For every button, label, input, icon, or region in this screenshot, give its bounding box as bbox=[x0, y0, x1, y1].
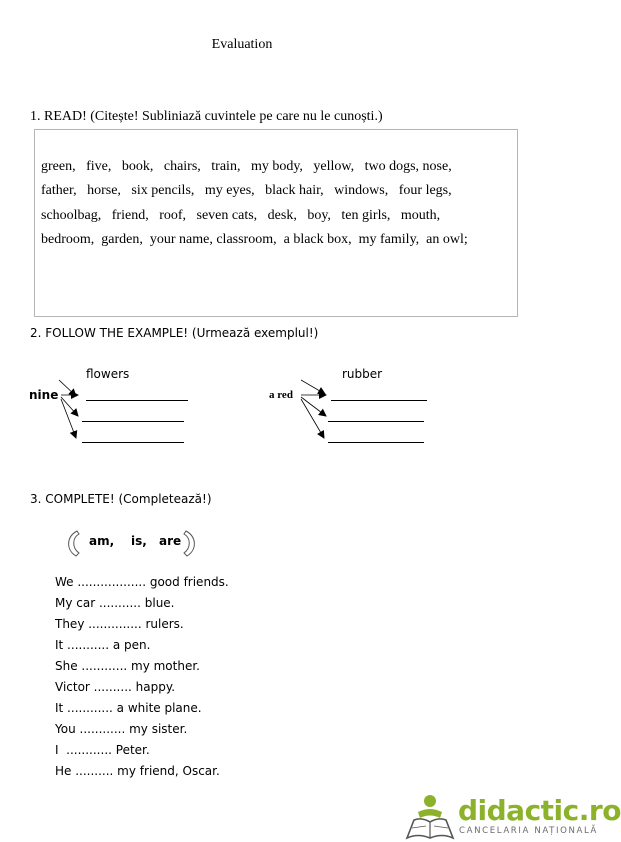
stem-word-right: a red bbox=[269, 389, 293, 401]
sentence-6: Victor .......... happy. bbox=[55, 680, 176, 694]
word-line-3: schoolbag, friend, roof, seven cats, desk, boy, ten girls, mouth, bbox=[41, 208, 441, 223]
logo-tagline: CANCELARIA NAȚIONALĂ bbox=[459, 826, 598, 836]
sentence-3: They .............. rulers. bbox=[55, 617, 184, 631]
didactic-logo-icon bbox=[407, 795, 453, 838]
choice-are: are bbox=[159, 534, 182, 548]
sentence-1: We .................. good friends. bbox=[55, 575, 229, 589]
page-title: Evaluation bbox=[211, 37, 273, 52]
sentence-7: It ............ a white plane. bbox=[55, 701, 202, 715]
arrow-line bbox=[59, 380, 76, 396]
logo-name: didactic.ro bbox=[458, 794, 621, 827]
example-word-right: rubber bbox=[342, 367, 383, 381]
section-2-heading: 2. FOLLOW THE EXAMPLE! (Urmează exemplul!) bbox=[30, 326, 319, 340]
choice-am: am, bbox=[89, 534, 115, 548]
curved-arrow-left-icon bbox=[69, 531, 79, 556]
section-3-heading: 3. COMPLETE! (Completează!) bbox=[30, 492, 212, 506]
sentence-9: I ............ Peter. bbox=[55, 743, 150, 757]
sentence-8: You ............ my sister. bbox=[55, 722, 188, 736]
arrow-line bbox=[301, 397, 326, 416]
choice-is: is, bbox=[131, 534, 147, 548]
sentence-2: My car ........... blue. bbox=[55, 596, 175, 610]
curved-arrow-right-icon bbox=[184, 531, 194, 556]
sentence-4: It ........... a pen. bbox=[55, 638, 151, 652]
section-1-heading: 1. READ! (Citește! Subliniază cuvintele pe care nu le cunoști.) bbox=[30, 109, 383, 124]
word-line-4: bedroom, garden, your name, classroom, a black box, my family, an owl; bbox=[41, 232, 468, 247]
word-line-1: green, five, book, chairs, train, my body, yellow, two dogs, nose, bbox=[41, 159, 452, 174]
sentence-10: He .......... my friend, Oscar. bbox=[55, 764, 220, 778]
word-line-2: father, horse, six pencils, my eyes, black hair, windows, four legs, bbox=[41, 183, 452, 198]
arrow-line bbox=[301, 399, 324, 438]
stem-word-left: nine bbox=[29, 388, 59, 402]
sentence-5: She ............ my mother. bbox=[55, 659, 200, 673]
arrow-line bbox=[301, 380, 325, 394]
example-word-left: flowers bbox=[86, 367, 130, 381]
